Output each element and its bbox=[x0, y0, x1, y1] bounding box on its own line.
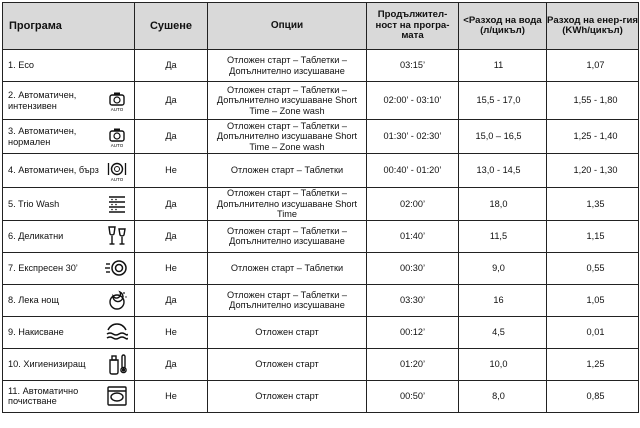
water-cell: 8,0 bbox=[459, 380, 547, 412]
program-cell bbox=[3, 348, 135, 380]
energy-cell: 1,20 - 1,30 bbox=[547, 154, 639, 188]
water-cell: 16 bbox=[459, 284, 547, 316]
program-cell bbox=[3, 316, 135, 348]
auto-plate-icon bbox=[104, 158, 130, 184]
header-water: <Разход на вода (л/цикъл) bbox=[459, 3, 547, 50]
duration-cell: 03:15’ bbox=[367, 50, 459, 82]
energy-cell: 0,85 bbox=[547, 380, 639, 412]
table-row bbox=[3, 348, 639, 380]
options-cell: Отложен старт – Таблетки bbox=[208, 154, 367, 188]
duration-cell: 03:30’ bbox=[367, 284, 459, 316]
program-cell bbox=[3, 50, 135, 82]
duration-cell: 02:00’ bbox=[367, 188, 459, 221]
header-program: Програма bbox=[3, 3, 135, 50]
options-cell: Отложен старт bbox=[208, 348, 367, 380]
duration-cell: 02:00’ - 03:10’ bbox=[367, 82, 459, 120]
drying-cell: Не bbox=[135, 380, 208, 412]
table-row bbox=[3, 120, 639, 154]
moon-icon bbox=[104, 287, 130, 313]
svg-text:AUTO: AUTO bbox=[110, 176, 124, 182]
table-row bbox=[3, 154, 639, 188]
drying-cell: Да bbox=[135, 120, 208, 154]
duration-cell: 00:40’ - 01:20’ bbox=[367, 154, 459, 188]
water-cell: 18,0 bbox=[459, 188, 547, 221]
water-cell: 11,5 bbox=[459, 220, 547, 252]
water-cell: 10,0 bbox=[459, 348, 547, 380]
duration-cell: 00:12’ bbox=[367, 316, 459, 348]
drying-cell: Не bbox=[135, 252, 208, 284]
svg-text:AUTO: AUTO bbox=[110, 142, 124, 148]
table-row bbox=[3, 188, 639, 221]
program-cell bbox=[3, 154, 135, 188]
drying-cell: Да bbox=[135, 348, 208, 380]
water-cell: 4,5 bbox=[459, 316, 547, 348]
energy-cell: 1,05 bbox=[547, 284, 639, 316]
header-drying: Сушене bbox=[135, 3, 208, 50]
table-row bbox=[3, 220, 639, 252]
program-cell bbox=[3, 120, 135, 154]
energy-cell: 1,55 - 1,80 bbox=[547, 82, 639, 120]
program-table bbox=[2, 2, 639, 413]
options-cell: Отложен старт bbox=[208, 380, 367, 412]
water-cell: 15,5 - 17,0 bbox=[459, 82, 547, 120]
options-cell: Отложен старт – Таблетки – Допълнително изсушаване Short Time – Zone wash bbox=[208, 82, 367, 120]
table-row bbox=[3, 284, 639, 316]
duration-cell: 00:50’ bbox=[367, 380, 459, 412]
soak-icon bbox=[104, 319, 130, 345]
water-cell: 13,0 - 14,5 bbox=[459, 154, 547, 188]
auto-pot-icon bbox=[104, 124, 130, 150]
options-cell: Отложен старт – Таблетки – Допълнително изсушаване Short Time – Zone wash bbox=[208, 120, 367, 154]
drying-cell: Да bbox=[135, 188, 208, 221]
drying-cell: Да bbox=[135, 50, 208, 82]
hygiene-icon bbox=[104, 351, 130, 377]
options-cell: Отложен старт – Таблетки – Допълнително изсушаване bbox=[208, 220, 367, 252]
table-row bbox=[3, 380, 639, 412]
header-duration: Продължител-ност на програ-мата bbox=[367, 3, 459, 50]
header-options: Опции bbox=[208, 3, 367, 50]
options-cell: Отложен старт – Таблетки – Допълнително изсушаване Short Time bbox=[208, 188, 367, 221]
energy-cell: 1,25 - 1,40 bbox=[547, 120, 639, 154]
options-cell: Отложен старт – Таблетки – Допълнително изсушаване bbox=[208, 50, 367, 82]
program-name: 9. Накисване bbox=[8, 326, 64, 337]
program-name: 6. Деликатни bbox=[8, 230, 64, 241]
program-name: 1. Eco bbox=[8, 60, 35, 71]
program-cell bbox=[3, 220, 135, 252]
water-cell: 11 bbox=[459, 50, 547, 82]
energy-cell: 0,55 bbox=[547, 252, 639, 284]
program-name: 10. Хигиенизиращ bbox=[8, 358, 86, 369]
program-name: 11. Автоматично почистване bbox=[8, 385, 79, 406]
program-cell bbox=[3, 188, 135, 221]
program-cell bbox=[3, 284, 135, 316]
duration-cell: 01:40’ bbox=[367, 220, 459, 252]
trio-wash-icon bbox=[104, 191, 130, 217]
program-name: 8. Лека нощ bbox=[8, 294, 59, 305]
glasses-icon bbox=[104, 223, 130, 249]
program-name: 3. Автоматичен, нормален bbox=[8, 126, 77, 147]
self-clean-icon bbox=[104, 383, 130, 409]
options-cell: Отложен старт – Таблетки – Допълнително изсушаване bbox=[208, 284, 367, 316]
program-cell bbox=[3, 252, 135, 284]
duration-cell: 01:30’ - 02:30’ bbox=[367, 120, 459, 154]
duration-cell: 01:20’ bbox=[367, 348, 459, 380]
options-cell: Отложен старт – Таблетки bbox=[208, 252, 367, 284]
program-name: 2. Автоматичен, интензивен bbox=[8, 90, 77, 111]
program-name: 4. Автоматичен, бърз bbox=[8, 165, 99, 176]
program-cell bbox=[3, 380, 135, 412]
table-row bbox=[3, 82, 639, 120]
express-icon bbox=[104, 255, 130, 281]
drying-cell: Не bbox=[135, 154, 208, 188]
energy-cell: 0,01 bbox=[547, 316, 639, 348]
program-cell bbox=[3, 82, 135, 120]
drying-cell: Да bbox=[135, 220, 208, 252]
duration-cell: 00:30’ bbox=[367, 252, 459, 284]
table-row bbox=[3, 252, 639, 284]
program-name: 5. Trio Wash bbox=[8, 198, 60, 209]
drying-cell: Не bbox=[135, 316, 208, 348]
energy-cell: 1,35 bbox=[547, 188, 639, 221]
drying-cell: Да bbox=[135, 284, 208, 316]
table-row bbox=[3, 316, 639, 348]
header-energy: Разход на енер-гия (KWh/цикъл) bbox=[547, 3, 639, 50]
energy-cell: 1,07 bbox=[547, 50, 639, 82]
program-name: 7. Експресен 30’ bbox=[8, 262, 78, 273]
energy-cell: 1,15 bbox=[547, 220, 639, 252]
water-cell: 9,0 bbox=[459, 252, 547, 284]
header-row bbox=[3, 3, 639, 50]
auto-pot-icon bbox=[104, 88, 130, 114]
drying-cell: Да bbox=[135, 82, 208, 120]
energy-cell: 1,25 bbox=[547, 348, 639, 380]
svg-text:AUTO: AUTO bbox=[110, 106, 124, 112]
water-cell: 15,0 – 16,5 bbox=[459, 120, 547, 154]
table-row bbox=[3, 50, 639, 82]
options-cell: Отложен старт bbox=[208, 316, 367, 348]
